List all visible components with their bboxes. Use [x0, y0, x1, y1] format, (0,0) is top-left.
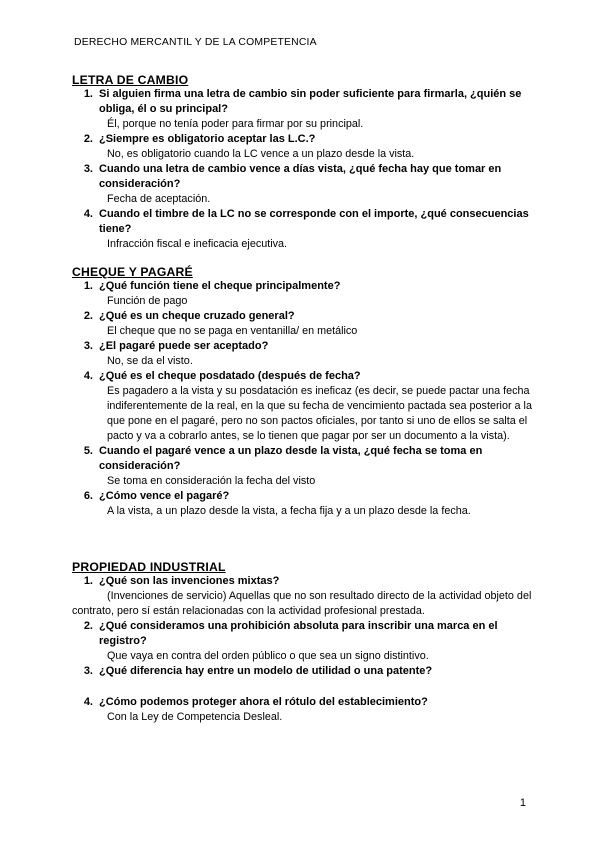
question-text: ¿El pagaré puede ser aceptado? — [99, 340, 269, 352]
question-number: 4. — [83, 696, 93, 708]
answer-text: Es pagadero a la vista y su posdatación es ineficaz (es decir, se puede pactar una fecha indiferentemente de la real, en la que su fecha de vencimiento pactada sea posterior a la que pone en el pagaré, pero no son pactos oficiales, por tanto si uno de ellos se salta el pacto y va a cobrarlo antes, se lo tienen que pagar por ser un documento a la vista). — [107, 385, 532, 442]
qa-item — [72, 207, 542, 252]
question-number: 3. — [83, 163, 93, 175]
question-number: 5. — [83, 445, 93, 457]
qa-item — [72, 162, 542, 207]
question-text: ¿Qué es el cheque posdatado (después de fecha? — [99, 370, 361, 382]
section-title: PROPIEDAD INDUSTRIAL — [72, 560, 226, 574]
qa-item — [72, 279, 542, 309]
question-text: ¿Qué son las invenciones mixtas? — [99, 575, 280, 587]
question-text: Cuando una letra de cambio vence a días vista, ¿qué fecha hay que tomar en consideración? — [99, 163, 502, 190]
question-text: ¿Qué es un cheque cruzado general? — [99, 310, 295, 322]
question-text: ¿Qué consideramos una prohibición absoluta para inscribir una marca en el registro? — [99, 620, 498, 647]
qa-item — [72, 339, 542, 369]
question-text: ¿Siempre es obligatorio aceptar las L.C.? — [99, 133, 316, 145]
answer-text: No, se da el visto. — [107, 355, 193, 367]
page-header: DERECHO MERCANTIL Y DE LA COMPETENCIA — [74, 37, 317, 48]
answer-text: Él, porque no tenía poder para firmar por su principal. — [107, 118, 364, 130]
question-text: ¿Qué diferencia hay entre un modelo de utilidad o una patente? — [99, 665, 433, 677]
qa-item — [72, 574, 542, 619]
page-number: 1 — [519, 797, 526, 809]
question-text: Cuando el pagaré vence a un plazo desde la vista, ¿qué fecha se toma en consideración? — [99, 445, 483, 472]
question-number: 3. — [83, 340, 93, 352]
qa-item — [72, 309, 542, 339]
question-text: ¿Cómo podemos proteger ahora el rótulo del establecimiento? — [99, 696, 428, 708]
answer-text: Función de pago — [107, 295, 188, 307]
section-cheque-y-pagare — [72, 265, 542, 519]
question-number: 4. — [83, 370, 93, 382]
question-number: 2. — [83, 620, 93, 632]
section-letra-de-cambio — [72, 73, 542, 252]
question-number: 2. — [83, 310, 93, 322]
section-title: LETRA DE CAMBIO — [72, 73, 189, 87]
answer-text: A la vista, a un plazo desde la vista, a fecha fija y a un plazo desde la fecha. — [107, 505, 471, 517]
answer-text: El cheque que no se paga en ventanilla/ en metálico — [107, 325, 358, 337]
answer-text: Infracción fiscal e ineficacia ejecutiva. — [107, 238, 288, 250]
answer-text: (Invenciones de servicio) Aquellas que no son resultado directo de la actividad objeto del contrato, pero sí están relacionadas con la actividad profesional prestada. — [72, 590, 532, 617]
answer-text: Se toma en consideración la fecha del visto — [107, 475, 316, 487]
answer-text: Con la Ley de Competencia Desleal. — [107, 711, 283, 723]
qa-item — [72, 132, 542, 162]
question-number: 1. — [83, 88, 93, 100]
question-number: 6. — [83, 490, 93, 502]
answer-text: Fecha de aceptación. — [107, 193, 211, 205]
question-number: 4. — [83, 208, 93, 220]
question-text: ¿Qué función tiene el cheque principalmente? — [99, 280, 341, 292]
question-text: ¿Cómo vence el pagaré? — [99, 490, 230, 502]
section-title: CHEQUE Y PAGARÉ — [72, 265, 193, 279]
answer-text: No, es obligatorio cuando la LC vence a un plazo desde la vista. — [107, 148, 415, 160]
question-number: 1. — [83, 280, 93, 292]
qa-item — [72, 444, 542, 489]
section-propiedad-industrial — [72, 560, 542, 725]
question-number: 1. — [83, 575, 93, 587]
qa-item — [72, 87, 542, 132]
qa-item — [72, 695, 542, 725]
qa-item — [72, 369, 542, 444]
question-text: Cuando el timbre de la LC no se corresponde con el importe, ¿qué consecuencias tiene? — [99, 208, 529, 235]
question-number: 3. — [83, 665, 93, 677]
question-text: Si alguien firma una letra de cambio sin poder suficiente para firmarla, ¿quién se obliga, él o su principal? — [99, 88, 522, 115]
question-number: 2. — [83, 133, 93, 145]
answer-text: Que vaya en contra del orden público o que sea un signo distintivo. — [107, 650, 429, 662]
qa-item — [72, 664, 542, 679]
qa-item — [72, 489, 542, 519]
qa-item — [72, 619, 542, 664]
